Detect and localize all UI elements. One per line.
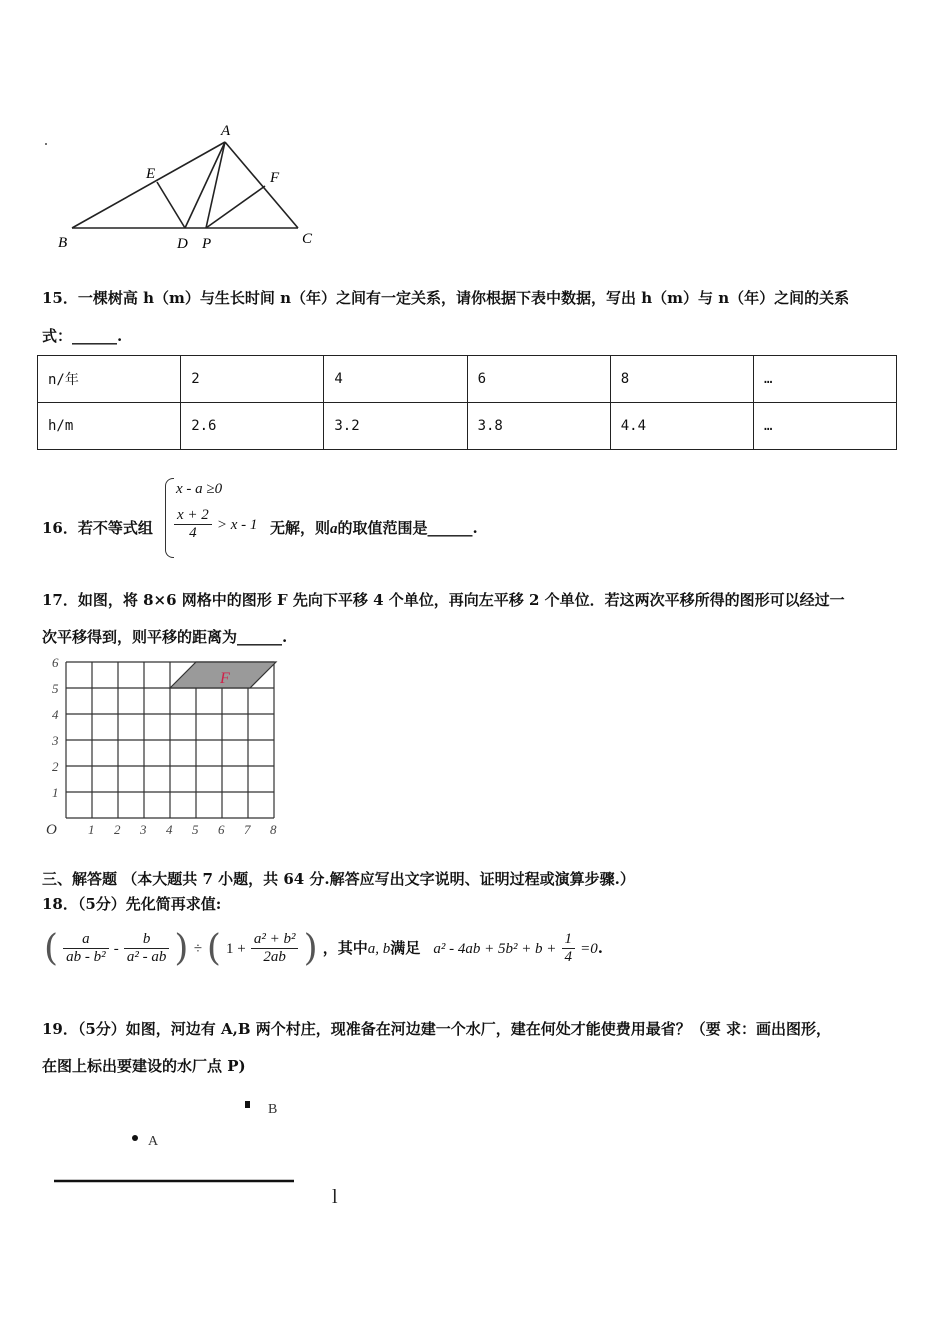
q18-f4-num: 1 [562, 931, 576, 949]
triangle-figure [40, 118, 340, 258]
origin-label: O [46, 822, 57, 838]
q18-minus: - [113, 941, 119, 957]
segment-de [157, 182, 185, 228]
q18-f2-num: b [124, 931, 170, 949]
table-cell: 2 [181, 356, 324, 403]
q18-mid2: 满足 [390, 939, 421, 957]
section3-title: 三、解答题 （本大题共 7 小题，共 64 分.解答应写出文字说明、证明过程或演算步骤.） [42, 870, 635, 888]
q17-line1: 17．如图，将 8×6 网格中的图形 F 先向下平移 4 个单位，再向左平移 2 个单位．若这两次平移所得的图形可以经过一 [42, 591, 845, 609]
y-tick-label: 4 [52, 707, 59, 722]
q18-div: ÷ [193, 941, 202, 957]
label-f: F [270, 170, 280, 186]
q18-f3-num: a² + b² [251, 931, 299, 949]
q16-brace [165, 478, 174, 558]
table-cell: n/年 [38, 356, 181, 403]
point-a [132, 1135, 138, 1141]
y-tick-label: 2 [52, 759, 59, 774]
x-tick-label: 8 [270, 822, 277, 837]
table-cell: … [753, 403, 896, 450]
q18-f1-den: ab - b² [66, 949, 106, 965]
table-cell: 8 [610, 356, 753, 403]
q18-mid: ，其中 [322, 939, 368, 957]
q16-suffix-a: 无解，则 [270, 519, 331, 537]
y-tick-label: 5 [52, 681, 59, 696]
label-b: B [58, 235, 68, 251]
river-figure [40, 1090, 370, 1220]
table-cell: 6 [467, 356, 610, 403]
segment-ap [206, 142, 225, 228]
x-tick-label: 7 [244, 822, 251, 837]
side-ac [225, 142, 298, 228]
q18-f1-num: a [63, 931, 109, 949]
segment-pf [206, 186, 265, 228]
y-tick-label: 6 [52, 655, 59, 670]
x-tick-label: 1 [88, 822, 95, 837]
q18-cond-left: a² - 4ab + 5b² + b + [433, 941, 557, 957]
table-cell: 3.8 [467, 403, 610, 450]
x-tick-label: 3 [140, 822, 147, 837]
x-tick-label: 2 [114, 822, 121, 837]
table-cell: … [753, 356, 896, 403]
q15-table [37, 355, 897, 450]
q16-ineq1: x - a ≥0 [176, 481, 223, 497]
table-cell: h/m [38, 403, 181, 450]
q18-expression: ( $\frac{a}{\text{ab - b²}}$ - $\frac{b}{\text{a² - ab}}$ ) ÷ ( 1 + $\frac{\text{a² + b²}}{2ab}$ ) ，其中a, b满足 a² - 4ab + 5b² + b + $\frac{1}{4}$ =0. [44, 928, 603, 969]
q18-cond-right: =0 [580, 941, 598, 957]
q16-suffix [270, 517, 478, 538]
label-a: A [148, 1134, 159, 1149]
q18-vars: a, b [367, 941, 391, 957]
q18-head: 18．（5分）先化简再求值: [42, 895, 222, 913]
table-row [38, 403, 897, 450]
table-cell: 4 [324, 356, 467, 403]
table-cell: 3.2 [324, 403, 467, 450]
q18-f2-den: a² - ab [126, 949, 167, 965]
q16-var: a [330, 521, 338, 537]
q16-ineq2 [174, 507, 257, 542]
q19-line1: 19．（5分）如图，河边有 A,B 两个村庄，现准备在河边建一个水厂，建在何处才能使费用最省？（要 求：画出图形， [42, 1020, 832, 1038]
shape-f-label: F [220, 670, 230, 687]
label-c: C [302, 231, 313, 247]
segment-ad [185, 142, 225, 228]
q16-ineq2-rhs: > x - 1 [216, 517, 258, 533]
table-row [38, 356, 897, 403]
q16-prefix: 16．若不等式组 [42, 519, 153, 537]
q17-line2: 次平移得到，则平移的距离为______. [42, 628, 288, 646]
x-tick-label: 6 [218, 822, 225, 837]
x-tick-label: 4 [166, 822, 173, 837]
q18-f4-den: 4 [564, 949, 573, 965]
label-p: P [202, 236, 212, 252]
label-b: B [268, 1102, 278, 1117]
grid-figure [40, 652, 290, 844]
table-cell: 2.6 [181, 403, 324, 450]
label-e: E [146, 166, 156, 182]
q16-suffix-b: 的取值范围是______. [337, 519, 478, 537]
q18-one-plus: 1 + [226, 941, 246, 957]
table-cell: 4.4 [610, 403, 753, 450]
q15-line2: 式：______. [42, 327, 123, 345]
q18-f3-den: 2ab [263, 949, 286, 965]
q18-end: . [597, 939, 603, 957]
q15-line1: 15．一棵树高 h（m）与生长时间 n（年）之间有一定关系，请你根据下表中数据，写出 h（m）与 n（年）之间的关系 [42, 289, 850, 307]
point-b [245, 1101, 250, 1108]
label-l: l [332, 1186, 338, 1208]
side-ab [72, 142, 225, 228]
label-d: D [177, 236, 188, 252]
q19-line2: 在图上标出要建设的水厂点 P) [42, 1057, 246, 1075]
y-tick-label: 1 [52, 785, 59, 800]
x-tick-label: 5 [192, 822, 199, 837]
y-tick-label: 3 [52, 733, 59, 748]
q16-frac-num: x + 2 [174, 507, 212, 525]
q16-frac-den: 4 [189, 525, 197, 541]
label-a: A [221, 123, 231, 139]
